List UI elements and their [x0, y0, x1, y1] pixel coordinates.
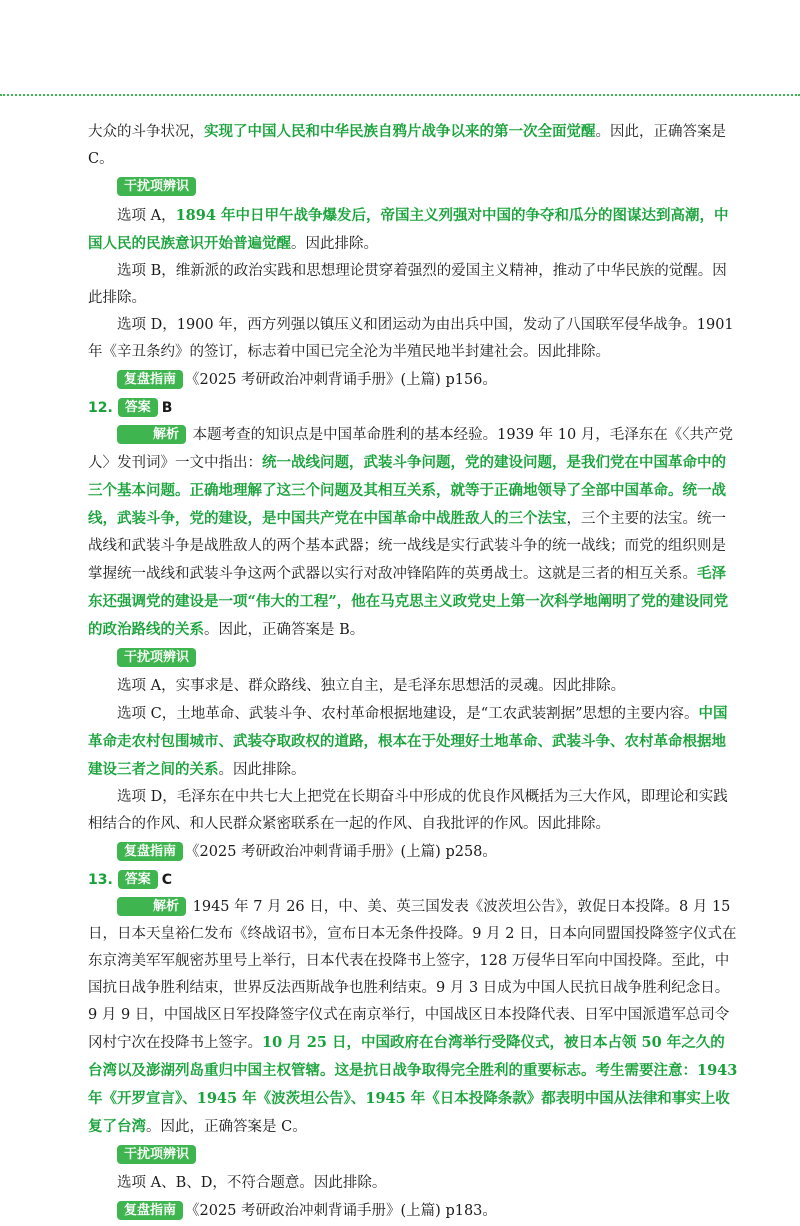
q13-review: 复盘指南 《2025 考研政治冲刺背诵手册》(上篇) p183。: [117, 1198, 738, 1225]
answer-tag: 答案: [118, 398, 158, 417]
q12-answer-line: 12. 答案 B: [88, 400, 173, 416]
q12-distractor-heading: [117, 645, 738, 672]
q12-review: 复盘指南 《2025 考研政治冲刺背诵手册》(上篇) p258。: [117, 839, 738, 866]
q11-review: 复盘指南 《2025 考研政治冲刺背诵手册》(上篇) p156。: [117, 367, 738, 394]
q12-option-a: 选项 A，实事求是、群众路线、独立自主，是毛泽东思想活的灵魂。因此排除。: [117, 678, 626, 694]
q11-option-b: 选项 B，维新派的政治实践和思想理论贯穿着强烈的爱国主义精神，推动了中华民族的觉醒。因此排除。: [88, 263, 727, 306]
q11-distractor-heading: [117, 174, 738, 201]
review-tag: 复盘指南: [117, 1201, 183, 1220]
answer-page-content: [88, 118, 738, 1226]
review-tag: 复盘指南: [117, 370, 183, 389]
q13-answer-line: 13. 答案 C: [88, 872, 172, 888]
q11-option-d: 选项 D，1900 年，西方列强以镇压义和团运动为由出兵中国，发动了八国联军侵华战争。1901 年《辛丑条约》的签订，标志着中国已完全沦为半殖民地半封建社会。因此排除。: [88, 317, 734, 360]
q13-analysis: 解析 1945 年 7 月 26 日，中、美、英三国发表《波茨坦公告》，敦促日本投降。8 月 15 日，日本天皇裕仁发布《终战诏书》，宣布日本无条件投降。9 月 2 日，日本向同盟国投降签字仪式在东京湾美军军舰密苏里号上举行，日本代表在投降书上签字，128 万侵华日军向中国投降。至此，中国抗日战争胜利结束，世界反法西斯战争也胜利结束。9 月 3 日成为中国人民抗日战争胜利纪念日。9 月 9 日，中国战区日军投降签字仪式在南京举行，中国战区日本投降代表、日军中国派遣军总司令冈村宁次在投降书上签字。10 月 25 日，中国政府在台湾举行受降仪式，被日本占领 50 年之久的台湾以及澎湖列岛重归中国主权管辖。这是抗日战争取得完全胜利的重要标志。考生需要注意：1943 年《开罗宣言》、1945 年《波茨坦公告》、1945 年《日本投降条款》都表明中国从法律和事实上收复了台湾。因此，正确答案是 C。: [88, 899, 738, 1135]
distractor-tag: 干扰项辨识: [117, 648, 196, 667]
q11-analysis-continued: 大众的斗争状况，实现了中国人民和中华民族自鸦片战争以来的第一次全面觉醒。因此，正确答案是 C。: [88, 123, 726, 167]
top-dotted-divider: [0, 94, 800, 96]
distractor-tag: 干扰项辨识: [117, 1145, 196, 1164]
distractor-tag: 干扰项辨识: [117, 177, 196, 196]
q12-option-d: 选项 D，毛泽东在中共七大上把党在长期奋斗中形成的优良作风概括为三大作风，即理论和实践相结合的作风、和人民群众紧密联系在一起的作风、自我批评的作风。因此排除。: [88, 789, 728, 832]
analysis-tag: 解析: [117, 897, 186, 916]
q13-distractor-heading: [117, 1142, 738, 1169]
q12-analysis: 解析 本题考查的知识点是中国革命胜利的基本经验。1939 年 10 月，毛泽东在《〈共产党人〉发刊词》一文中指出：统一战线问题，武装斗争问题，党的建设问题，是我们党在中国革命中的三个基本问题。正确地理解了这三个问题及其相互关系，就等于正确地领导了全部中国革命。统一战线，武装斗争，党的建设，是中国共产党在中国革命中战胜敌人的三个法宝，三个主要的法宝。统一战线和武装斗争是战胜敌人的两个基本武器；统一战线是实行武装斗争的统一战线；而党的组织则是掌握统一战线和武装斗争这两个武器以实行对敌冲锋陷阵的英勇战士。这就是三者的相互关系。毛泽东还强调党的建设是一项“伟大的工程”，他在马克思主义政党史上第一次科学地阐明了党的建设同党的政治路线的关系。因此，正确答案是 B。: [88, 427, 734, 638]
q13-options: 选项 A、B、D，不符合题意。因此排除。: [117, 1175, 387, 1191]
answer-tag: 答案: [118, 870, 158, 889]
q12-option-c: 选项 C，土地革命、武装斗争、农村革命根据地建设，是“工农武装割据”思想的主要内容。中国革命走农村包围城市、武装夺取政权的道路，根本在于处理好土地革命、武装斗争、农村革命根据地建设三者之间的关系。因此排除。: [88, 705, 728, 778]
analysis-tag: 解析: [117, 425, 186, 444]
q11-option-a: 选项 A，1894 年中日甲午战争爆发后，帝国主义列强对中国的争夺和瓜分的图谋达到高潮，中国人民的民族意识开始普遍觉醒。因此排除。: [88, 207, 729, 252]
review-tag: 复盘指南: [117, 842, 183, 861]
